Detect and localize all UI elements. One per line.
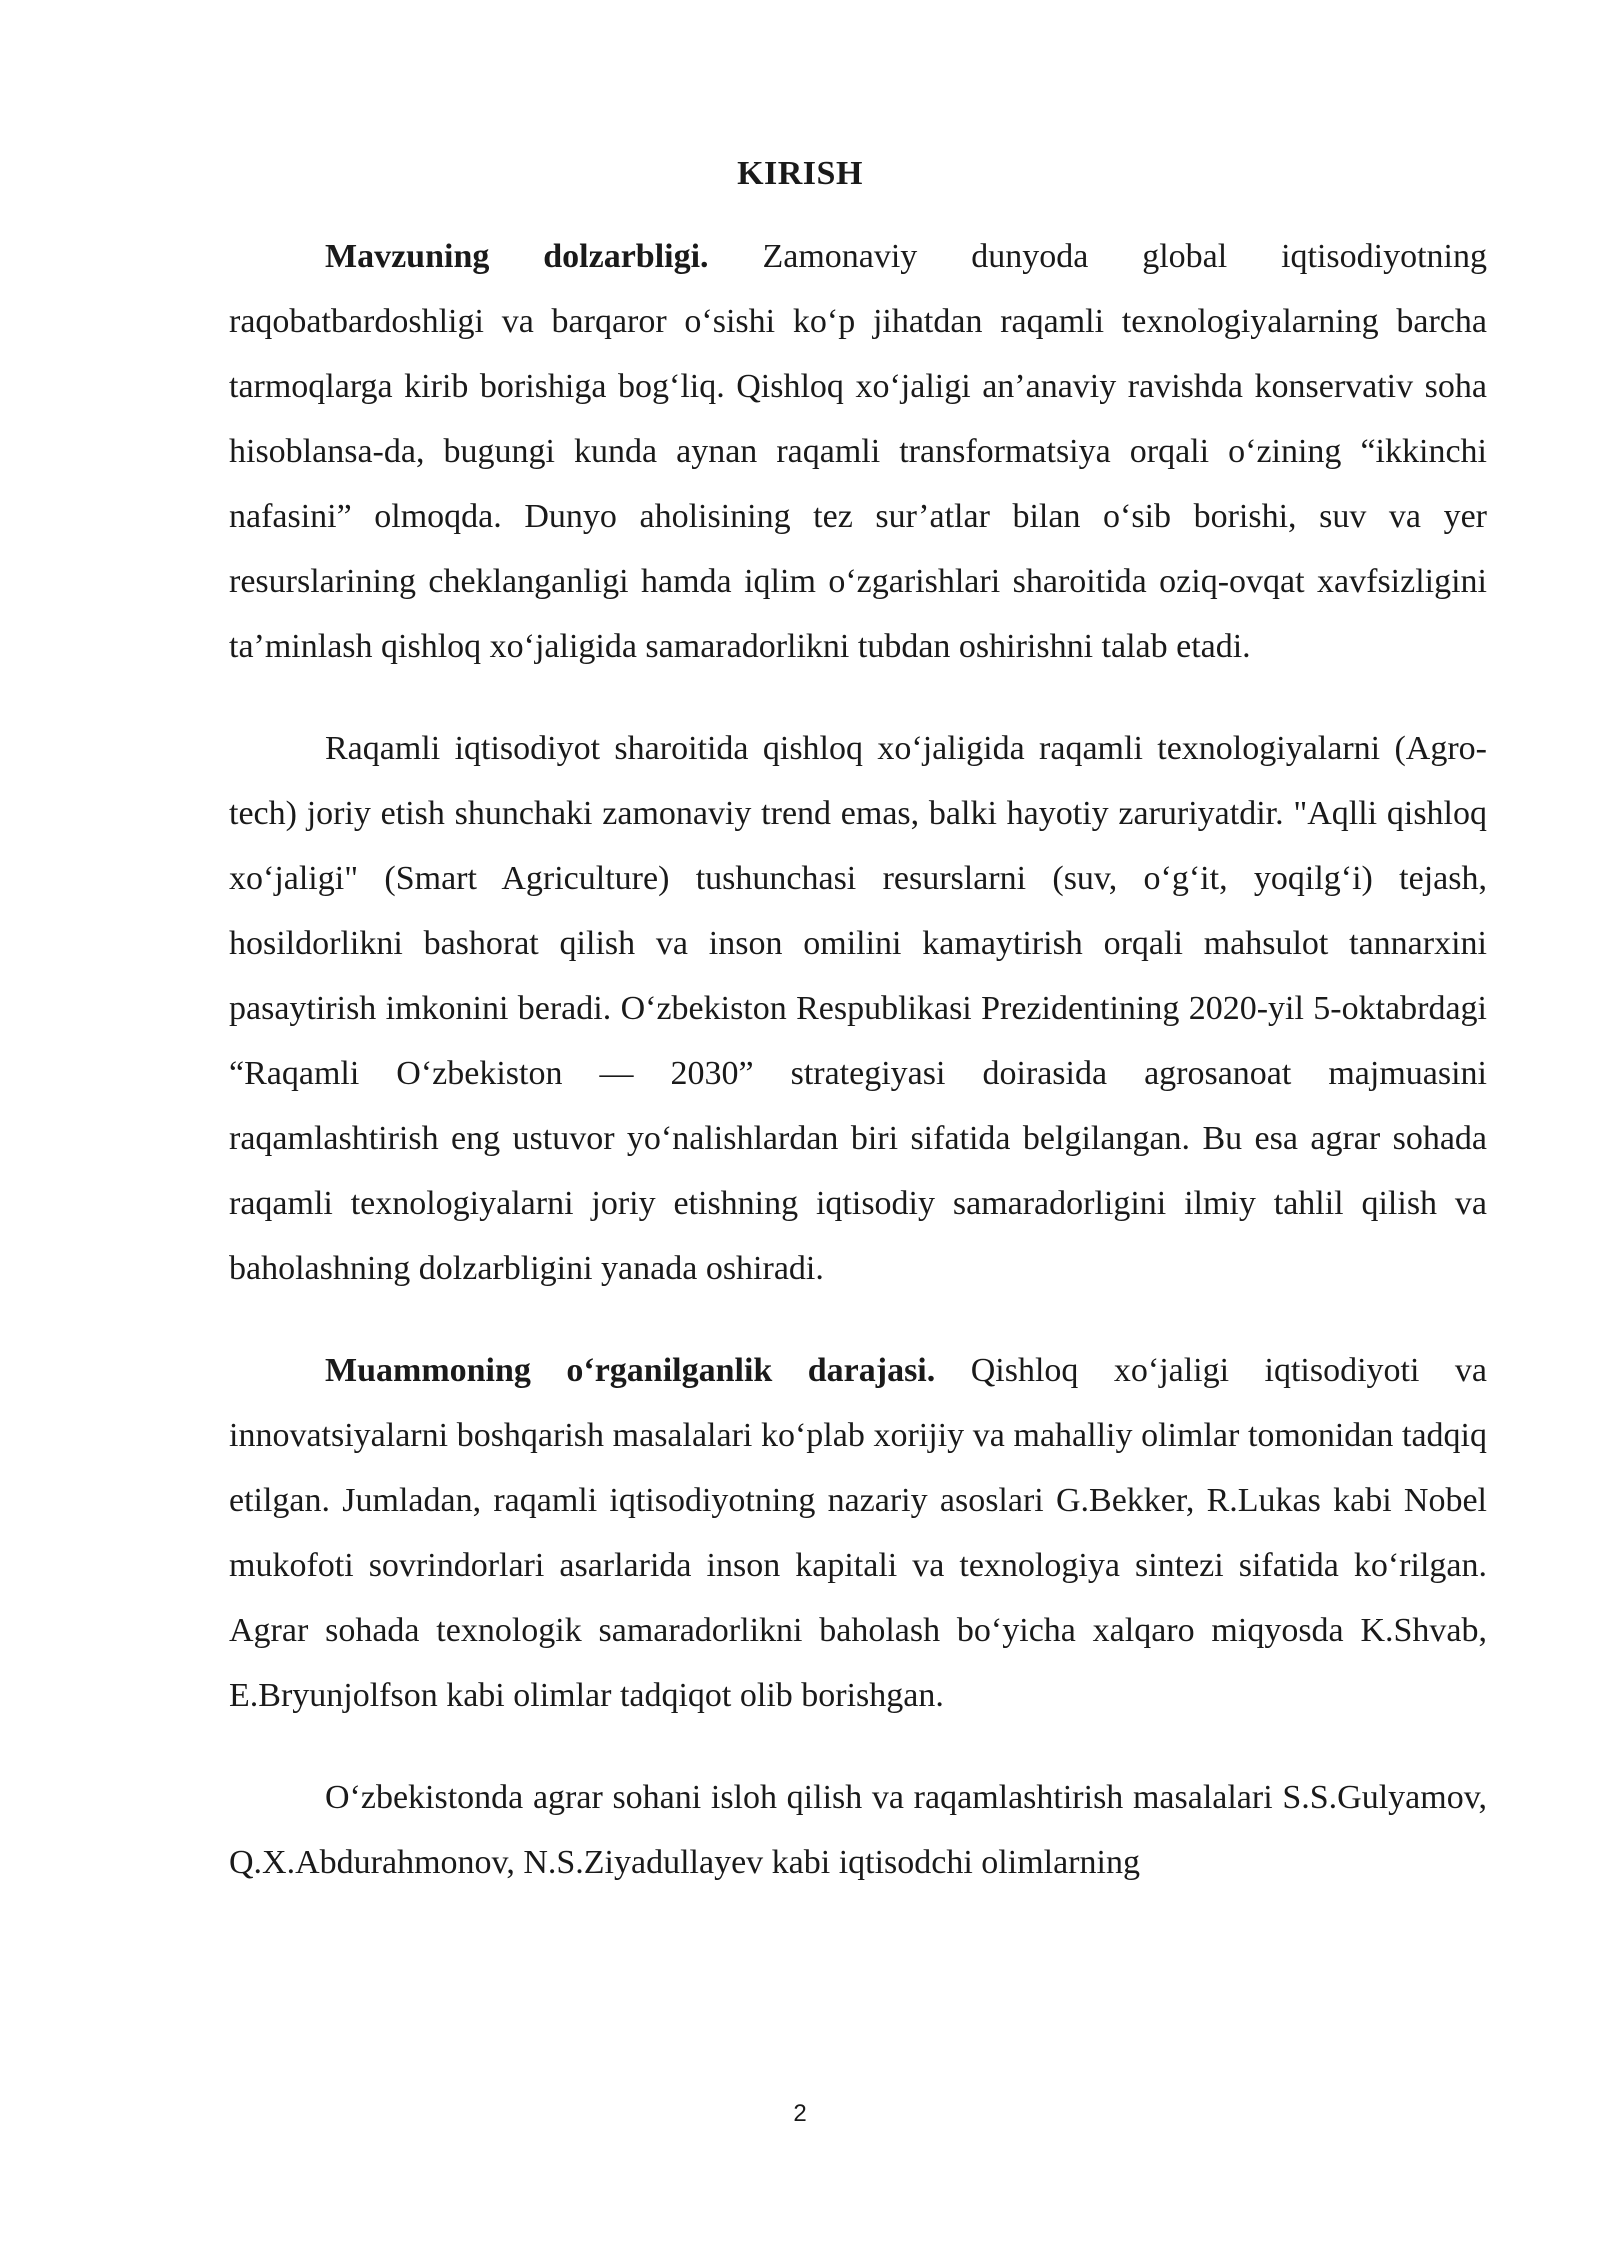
section-heading: KIRISH	[737, 155, 863, 192]
paragraph-text: O‘zbekistonda agrar sohani isloh qilish va raqamlashtirish masalalari S.S.Gulyamov, Q.X.Abdurahmonov, N.S.Ziyadullayev kabi iqtisodchi olimlarning	[229, 1779, 1487, 1881]
paragraph-uzbekistan-scholars	[229, 1765, 1487, 1895]
body-text	[229, 224, 1487, 1895]
page-number: 2	[793, 2100, 807, 2127]
paragraph-text: Qishloq xo‘jaligi iqtisodiyoti va innovatsiyalarni boshqarish masalalari ko‘plab xorijiy va mahalliy olimlar tomonidan tadqiq etilgan. Jumladan, raqamli iqtisodiyotning nazariy asoslari G.Bekker, R.Lukas kabi Nobel mukofoti sovrindorlari asarlarida inson kapitali va texnologiya sintezi sifatida ko‘rilgan. Agrar sohada texnologik samaradorlikni baholash bo‘yicha xalqaro miqyosda K.Shvab, E.Bryunjolfson kabi olimlar tadqiqot olib borishgan.	[229, 1352, 1487, 1714]
paragraph-lead: Mavzuning dolzarbligi.	[325, 238, 709, 275]
paragraph-relevance	[229, 224, 1487, 679]
paragraph-lead: Muammoning o‘rganilganlik darajasi.	[325, 1352, 936, 1389]
paragraph-text: Raqamli iqtisodiyot sharoitida qishloq xo‘jaligida raqamli texnologiyalarni (Agro-tech) joriy etish shunchaki zamonaviy trend emas, balki hayotiy zaruriyatdir. "Aqlli qishloq xo‘jaligi" (Smart Agriculture) tushunchasi resurslarni (suv, o‘g‘it, yoqilg‘i) tejash, hosildorlikni bashorat qilish va inson omilini kamaytirish orqali mahsulot tannarxini pasaytirish imkonini beradi. O‘zbekiston Respublikasi Prezidentining 2020-yil 5-oktabrdagi “Raqamli O‘zbekiston — 2030” strategiyasi doirasida agrosanoat majmuasini raqamlashtirish eng ustuvor yo‘nalishlardan biri sifatida belgilangan. Bu esa agrar sohada raqamli texnologiyalarni joriy etishning iqtisodiy samaradorligini ilmiy tahlil qilish va baholashning dolzarbligini yanada oshiradi.	[229, 730, 1487, 1287]
paragraph-research-level	[229, 1338, 1487, 1728]
paragraph-digital-economy	[229, 716, 1487, 1301]
paragraph-text: Zamonaviy dunyoda global iqtisodiyotning raqobatbardoshligi va barqaror o‘sishi ko‘p jihatdan raqamli texnologiyalarning barcha tarmoqlarga kirib borishiga bog‘liq. Qishloq xo‘jaligi an’anaviy ravishda konservativ soha hisoblansa-da, bugungi kunda aynan raqamli transformatsiya orqali o‘zining “ikkinchi nafasini” olmoqda. Dunyo aholisining tez sur’atlar bilan o‘sib borishi, suv va yer resurslarining cheklanganligi hamda iqlim o‘zgarishlari sharoitida oziq-ovqat xavfsizligini ta’minlash qishloq xo‘jaligida samaradorlikni tubdan oshirishni talab etadi.	[229, 238, 1487, 665]
